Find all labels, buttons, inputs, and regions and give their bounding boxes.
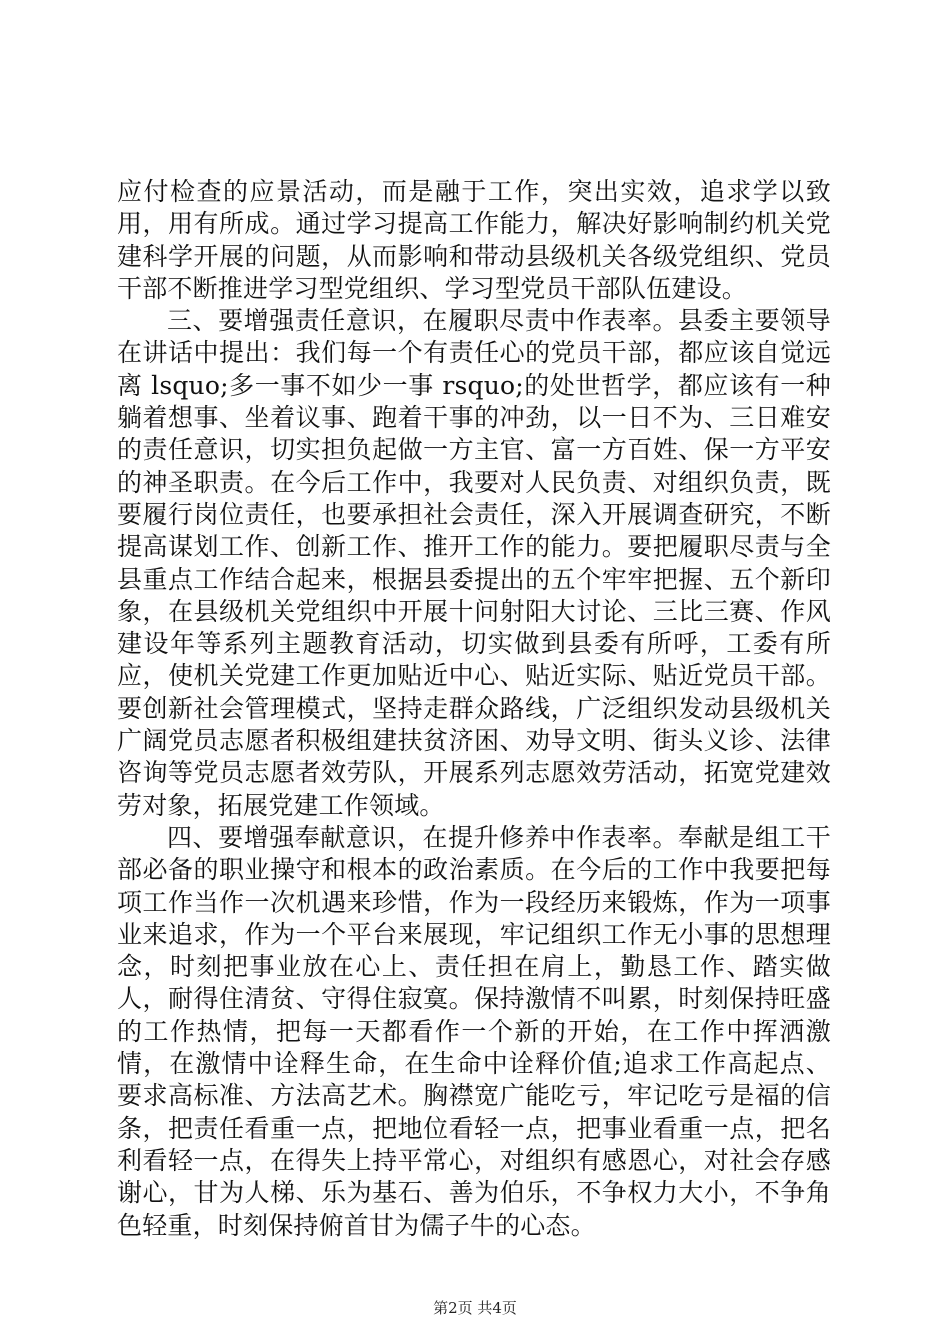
paragraph-dedication: 四、要增强奉献意识，在提升修养中作表率。奉献是组工干部必备的职业操守和根本的政治素质。在今后的工作中我要把每项工作当作一次机遇来珍惜，作为一段经历来锻炼，作为一项事业来追求，作为一个平台来展现，牢记组织工作无小事的思想理念，时刻把事业放在心上、责任担在肩上，勤恳工作、踏实做人，耐得住清贫、守得住寂寞。保持激情不叫累，时刻保持旺盛的工作热情，把每一天都看作一个新的开始，在工作中挥洒激情，在激情中诠释生命，在生命中诠释价值;追求工作高起点、要求高标准、方法高艺术。胸襟宽广能吃亏，牢记吃亏是福的信条，把责任看重一点，把地位看轻一点，把事业看重一点，把名利看轻一点，在得失上持平常心，对组织有感恩心，对社会存感谢心，甘为人梯、乐为基石、善为伯乐，不争权力大小，不争角色轻重，时刻保持俯首甘为儒子牛的心态。 (117, 822, 831, 1240)
paragraph-responsibility: 三、要增强责任意识，在履职尽责中作表率。县委主要领导在讲话中提出：我们每一个有责任心的党员干部，都应该自觉远离 lsquo;多一事不如少一事 rsquo;的处世哲学，都应该有一种躺着想事、坐着议事、跑着干事的冲劲，以一日不为、三日难安的责任意识，切实担负起做一方主官、富一方百姓、保一方平安的神圣职责。在今后工作中，我要对人民负责、对组织负责，既要履行岗位责任，也要承担社会责任，深入开展调查研究，不断提高谋划工作、创新工作、推开工作的能力。要把履职尽责与全县重点工作结合起来，根据县委提出的五个牢牢把握、五个新印象，在县级机关党组织中开展十问射阳大讨论、三比三赛、作风建设年等系列主题教育活动，切实做到县委有所呼，工委有所应，使机关党建工作更加贴近中心、贴近实际、贴近党员干部。要创新社会管理模式，坚持走群众路线，广泛组织发动县级机关广阔党员志愿者积极组建扶贫济困、劝导文明、街头义诊、法律咨询等党员志愿者效劳队，开展系列志愿效劳活动，拓宽党建效劳对象，拓展党建工作领域。 (117, 306, 831, 820)
page-footer: 第2页 共4页 (433, 1299, 517, 1317)
paragraph-continuation: 应付检查的应景活动，而是融于工作，突出实效，追求学以致用，用有所成。通过学习提高工作能力，解决好影响制约机关党建科学开展的问题，从而影响和带动县级机关各级党组织、党员干部不断推进学习型党组织、学习型党员干部队伍建设。 (117, 177, 831, 303)
body-text (117, 176, 831, 1242)
